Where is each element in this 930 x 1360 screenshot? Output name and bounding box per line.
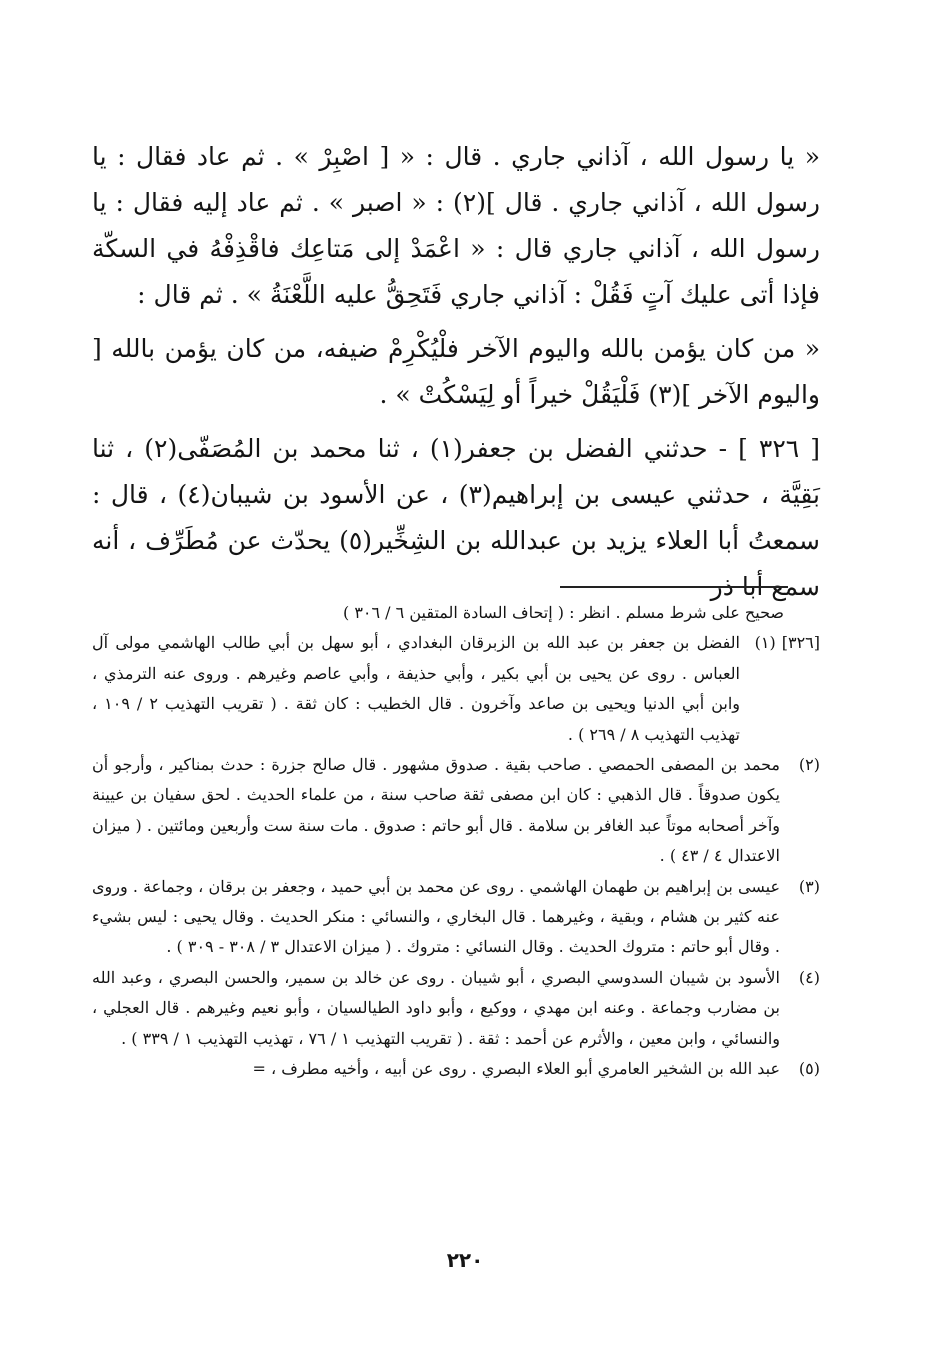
main-paragraph-1: « يا رسول الله ، آذاني جاري . قال : « [ اصْبِرْ » . ثم عاد فقال : يا رسول الله ، آذاني جاري . قال ](٢) : « اصبر » . ثم عاد إليه فقال : يا رسول الله ، آذاني جاري قال : « اعْمَدْ إلى مَتاعِك فاقْذِفْهُ في السكّة فإذا أتى عليك آتٍ فَقُلْ : آذاني جاري فَتَحِقُّ عليه اللَّعْنَةُ » . ثم قال : — [92, 142, 820, 309]
footnote-intro: صحيح على شرط مسلم . انظر : ( إتحاف السادة المتقين ٦ / ٣٠٦ ) — [342, 603, 784, 622]
footnote-text: عيسى بن إبراهيم بن طهمان الهاشمي . روى عن محمد بن أبي حميد ، وجعفر بن برقان ، وجماعة . وروى عنه كثير بن هشام ، وبقية ، وغيرهما . قال البخاري ، والنسائي : منكر الحديث . وقال يحيى : ليس بشيء . وقال أبو حاتم : متروك الحديث . وقال النسائي : متروك . ( ميزان الاعتدال ٣ / ٣٠٨ - ٣٠٩ ) . — [92, 876, 780, 957]
page-number: ٢٢٠ — [446, 1248, 484, 1272]
footnote-number — [740, 628, 820, 750]
footnote-number: (٣) — [798, 876, 820, 896]
footnote-number: (٤) — [798, 967, 820, 987]
footnote-text: الأسود بن شيبان السدوسي البصري ، أبو شيبان . روى عن خالد بن سمير، والحسن البصري ، وعبد الله بن مضارب وجماعة . وعنه ابن مهدي ، ووكيع ، وأبو داود الطيالسيان ، وأبو نعيم وغيرهم . قال العجلي ، والنسائي ، وابن معين ، والأثرم عن أحمد : ثقة . ( تقريب التهذيب ١ / ٧٦ ، تهذيب التهذيب ١ / ٣٣٩ ) . — [92, 967, 781, 1048]
main-paragraph-2: « من كان يؤمن بالله واليوم الآخر فلْيُكْرِمْ ضيفه، من كان يؤمن بالله [ واليوم الآخر ](٣) فَلْيَقُلْ خيراً أو لِيَسْكُتْ » . — [92, 334, 820, 409]
footnote-item — [92, 628, 820, 750]
footnote-item — [92, 750, 820, 872]
main-paragraph-3: [ ٣٢٦ ] - حدثني الفضل بن جعفر(١) ، ثنا محمد بن المُصَفّى(٢) ، ثنا بَقِيَّة ، حدثني عيسى بن إبراهيم(٣) ، عن الأسود بن شيبان(٤) ، قال : سمعتُ أبا العلاء يزيد بن عبدالله بن الشِخِّير(٥) يحدّث عن مُطَرِّف ، أنه سمع أبا ذر — [92, 434, 820, 601]
footnote-divider — [560, 586, 788, 588]
footnote-item — [92, 1054, 820, 1084]
footnote-item — [92, 872, 820, 963]
footnote-reference: [٣٢٦] — [781, 633, 820, 653]
footnote-text: الفضل بن جعفر بن عبد الله بن الزبرقان البغدادي ، أبو سهل بن أبي طالب الهاشمي مولى آل العباس . روى عن يحيى بن أبي بكير ، وأبي حذيفة ، وأبي عاصم وغيرهم . وروى عنه الترمذي ، وابن أبي الدنيا ويحيى بن صاعد وآخرون . قال الخطيب : كان ثقة . ( تقريب التهذيب ٢ / ١٠٩ ، تهذيب التهذيب ٨ / ٢٦٩ ) . — [92, 633, 741, 744]
footnote-number: (٥) — [798, 1059, 820, 1079]
main-text — [92, 134, 820, 610]
footnote-number: (٢) — [798, 755, 820, 775]
footnote-index: (١) — [754, 633, 776, 653]
footnote-item — [92, 963, 820, 1054]
footnotes — [92, 598, 820, 1085]
footnote-text: محمد بن المصفى الحمصي . صاحب بقية . صدوق مشهور . قال صالح جزرة : حدث بمناكير ، وأرجو أن يكون صدوقاً . قال الذهبي : كان ابن مصفى ثقة صاحب سنة ، من علماء الحديث . لحق سفيان بن عيينة وآخر أصحابه موتاً عبد الغافر بن سلامة . قال أبو حاتم : صدوق . مات سنة ست وأربعين ومائتين . ( ميزان الاعتدال ٤ / ٤٣ ) . — [92, 755, 781, 866]
footnote-text: عبد الله بن الشخير العامري أبو العلاء البصري . روى عن أبيه ، وأخيه مطرف ، = — [252, 1059, 780, 1079]
